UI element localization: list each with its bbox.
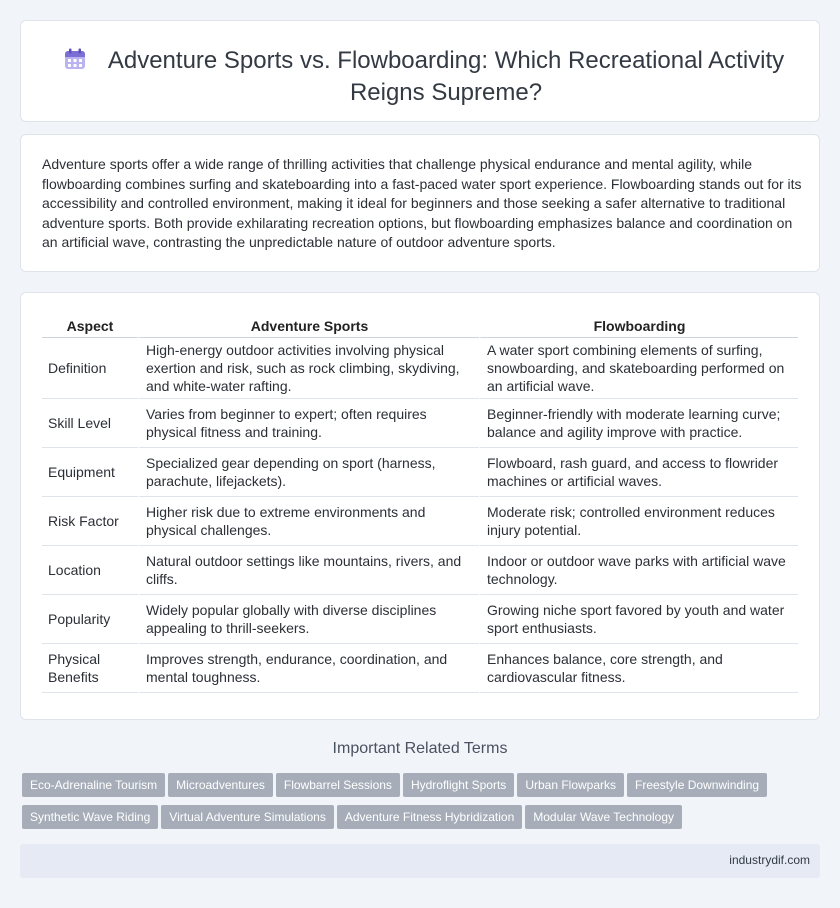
related-term-tag[interactable]: Modular Wave Technology	[525, 805, 682, 829]
row-flowboarding-value: Enhances balance, core strength, and cardiovascular fitness.	[479, 644, 798, 693]
row-aspect: Popularity	[42, 595, 138, 644]
intro-paragraph: Adventure sports offer a wide range of thrilling activities that challenge physical endurance and mental agility, while flowboarding combines surfing and skateboarding into a fast-paced water sport experience. Flowboarding stands out for its accessibility and controlled environment, making it ideal for beginners and those seeking a safer alternative to traditional adventure sports. Both provide exhilarating recreation options, but flowboarding emphasizes balance and coordination on an artificial wave, contrasting the unpredictable nature of outdoor adventure sports.	[42, 156, 802, 251]
related-term-tag[interactable]: Hydroflight Sports	[403, 773, 514, 797]
table-row	[42, 338, 798, 399]
row-aspect: Equipment	[42, 448, 138, 497]
row-adventure-value: Higher risk due to extreme environments and physical challenges.	[138, 497, 479, 546]
related-term-tag[interactable]: Adventure Fitness Hybridization	[337, 805, 522, 829]
table-row	[42, 399, 798, 448]
row-aspect: Location	[42, 546, 138, 595]
related-term-tag[interactable]: Synthetic Wave Riding	[22, 805, 158, 829]
row-flowboarding-value: Growing niche sport favored by youth and water sport enthusiasts.	[479, 595, 798, 644]
row-aspect: Physical Benefits	[42, 644, 138, 693]
row-adventure-value: Natural outdoor settings like mountains, rivers, and cliffs.	[138, 546, 479, 595]
related-term-tag[interactable]: Freestyle Downwinding	[627, 773, 767, 797]
table-row	[42, 644, 798, 693]
related-term-tag[interactable]: Urban Flowparks	[517, 773, 624, 797]
table-row	[42, 546, 798, 595]
header-flowboarding: Flowboarding	[479, 315, 798, 338]
related-term-tag[interactable]: Eco-Adrenaline Tourism	[22, 773, 165, 797]
row-adventure-value: Varies from beginner to expert; often requires physical fitness and training.	[138, 399, 479, 448]
row-adventure-value: Widely popular globally with diverse disciplines appealing to thrill-seekers.	[138, 595, 479, 644]
row-flowboarding-value: Beginner-friendly with moderate learning curve; balance and agility improve with practice.	[479, 399, 798, 448]
table-row	[42, 497, 798, 546]
title-card	[20, 20, 820, 122]
table-row	[42, 595, 798, 644]
row-flowboarding-value: Moderate risk; controlled environment reduces injury potential.	[479, 497, 798, 546]
row-adventure-value: High-energy outdoor activities involving physical exertion and risk, such as rock climbing, skydiving, and white-water rafting.	[138, 338, 479, 399]
comparison-table	[42, 315, 798, 693]
related-term-tag[interactable]: Microadventures	[168, 773, 273, 797]
intro-card	[20, 134, 820, 272]
row-flowboarding-value: Indoor or outdoor wave parks with artificial wave technology.	[479, 546, 798, 595]
row-adventure-value: Improves strength, endurance, coordination, and mental toughness.	[138, 644, 479, 693]
page-title: Adventure Sports vs. Flowboarding: Which Recreational Activity Reigns Supreme?	[107, 47, 785, 106]
table-header-row	[42, 315, 798, 338]
related-term-tag[interactable]: Virtual Adventure Simulations	[161, 805, 334, 829]
comparison-card	[20, 292, 820, 720]
header-adventure-sports: Adventure Sports	[138, 315, 479, 338]
row-aspect: Definition	[42, 338, 138, 399]
table-row	[42, 448, 798, 497]
related-terms-heading: Important Related Terms	[332, 740, 508, 757]
row-aspect: Skill Level	[42, 399, 138, 448]
row-adventure-value: Specialized gear depending on sport (harness, parachute, lifejackets).	[138, 448, 479, 497]
related-terms-list	[22, 773, 822, 837]
row-aspect: Risk Factor	[42, 497, 138, 546]
related-term-tag[interactable]: Flowbarrel Sessions	[276, 773, 400, 797]
row-flowboarding-value: A water sport combining elements of surfing, snowboarding, and skateboarding performed on an artificial wave.	[479, 338, 798, 399]
row-flowboarding-value: Flowboard, rash guard, and access to flowrider machines or artificial waves.	[479, 448, 798, 497]
footer	[20, 844, 820, 878]
header-aspect: Aspect	[42, 315, 138, 338]
footer-site-link[interactable]: industrydif.com	[729, 853, 810, 867]
